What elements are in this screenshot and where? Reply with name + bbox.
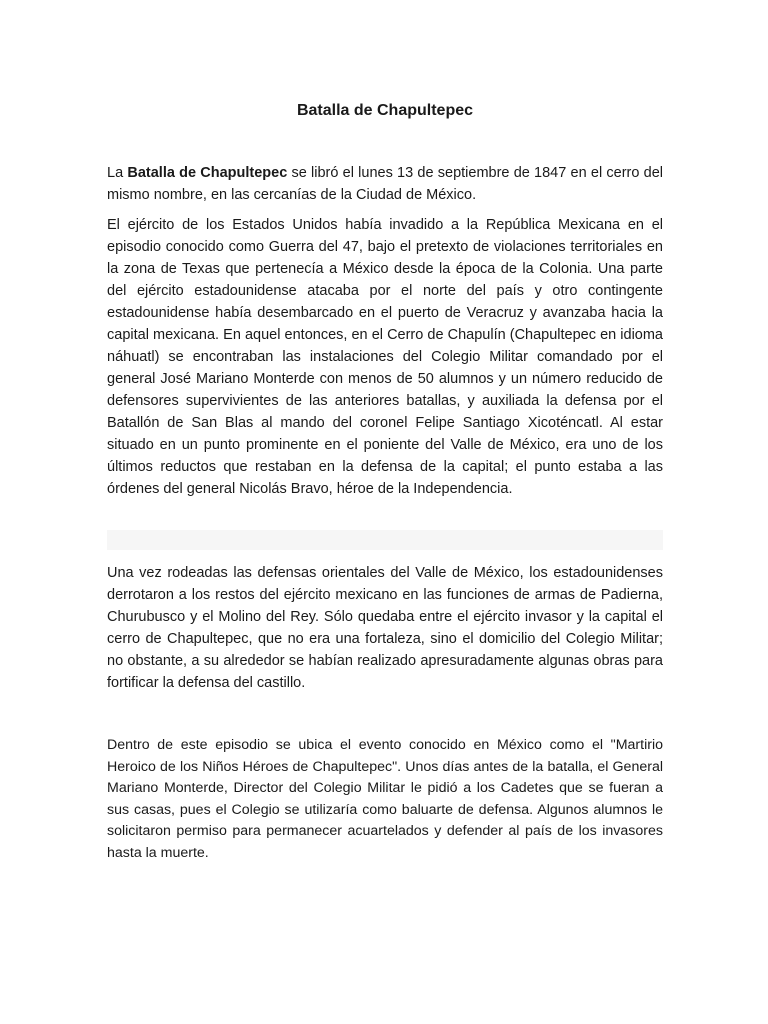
shaded-divider [107,530,663,550]
document-title: Batalla de Chapultepec [296,102,474,119]
paragraph-ninos-heroes: Dentro de este episodio se ubica el evento conocido en México como el "Martirio Heroico de los Niños Héroes de Chapultepec". Unos días antes de la batalla, el General Mariano Monterde, Director del Colegio Militar le pidió a los Cadetes que se fueran a sus casas, pues el Colegio se utilizaría como baluarte de defensa. Algunos alumnos le solicitaron permiso para permanecer acuartelados y defender al país de los invasores hasta la muerte. [107,737,663,861]
paragraph-context: El ejército de los Estados Unidos había invadido a la República Mexicana en el episodio conocido como Guerra del 47, bajo el pretexto de violaciones territoriales en la zona de Texas que pertenecía a México desde la época de la Colonia. Una parte del ejército estadounidense atacaba por el norte del país y otro contingente estadounidense había desembarcado en el puerto de Veracruz y avanzaba hacia la capital mexicana. En aquel entonces, en el Cerro de Chapulín (Chapultepec en idioma náhuatl) se encontraban las instalaciones del Colegio Militar comandado por el general José Mariano Monterde con menos de 50 alumnos y un número reducido de defensores supervivientes de las anteriores batallas, y auxiliada la defensa por el Batallón de San Blas al mando del coronel Felipe Santiago Xicoténcatl. Al estar situado en un punto prominente en el poniente del Valle de México, era uno de los últimos reductos que restaban en la defensa de la capital; el punto estaba a las órdenes del general Nicolás Bravo, héroe de la Independencia. [107,217,663,497]
paragraph-intro [107,162,663,206]
paragraph-intro-bold: Batalla de Chapultepec [127,165,288,181]
paragraph-siege: Una vez rodeadas las defensas orientales del Valle de México, los estadounidenses derrotaron a los restos del ejército mexicano en las funciones de armas de Padierna, Churubusco y el Molino del Rey. Sólo quedaba entre el ejército invasor y la capital el cerro de Chapultepec, que no era una fortaleza, sino el domicilio del Colegio Militar; no obstante, a su alrededor se habían realizado apresuradamente algunas obras para fortificar la defensa del castillo. [107,565,663,691]
paragraph-intro-prefix: La [107,165,128,181]
paragraph-intro-suffix: se libró el lunes 13 de septiembre de 1847 en el cerro del mismo nombre, en las cercanías de la Ciudad de México. [107,165,663,203]
